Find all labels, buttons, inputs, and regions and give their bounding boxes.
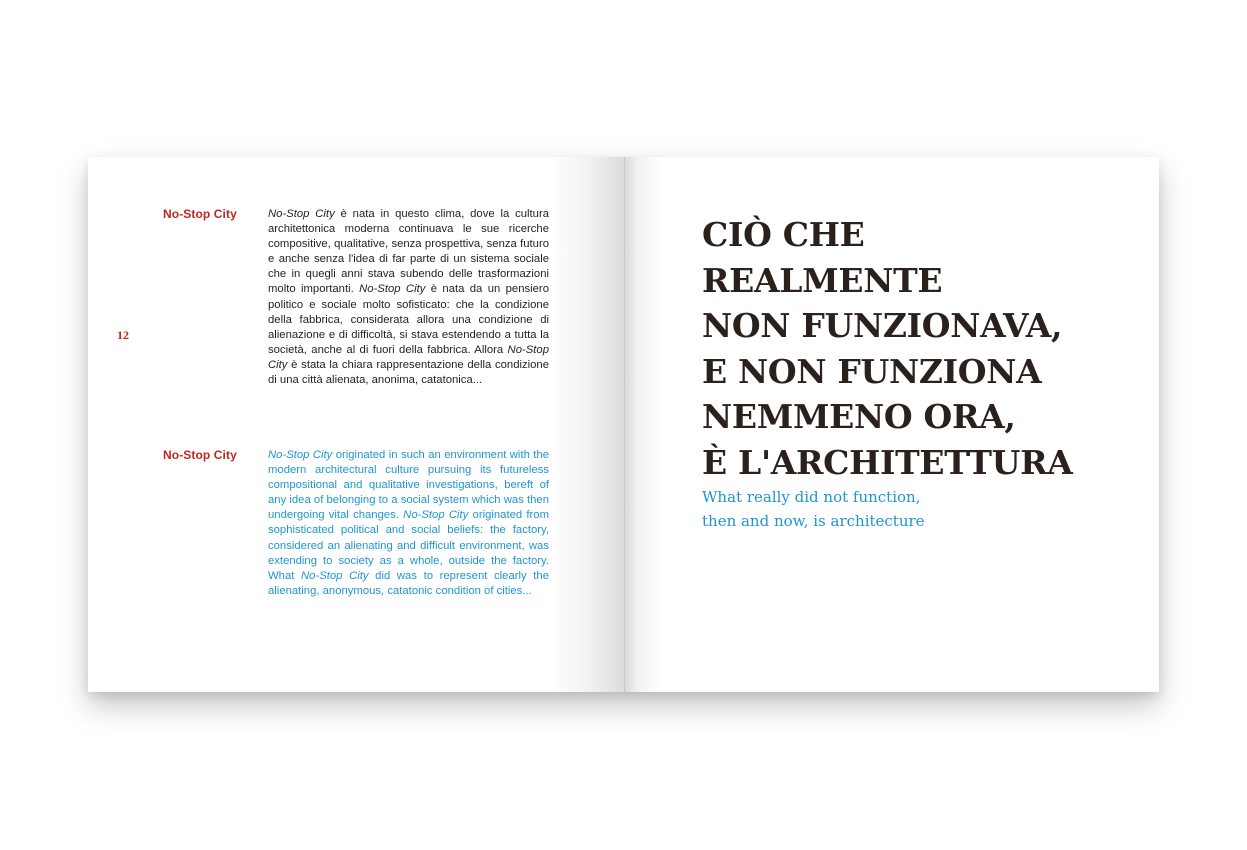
section-label-italian: No-Stop City bbox=[163, 207, 237, 221]
section-label-english: No-Stop City bbox=[163, 448, 237, 462]
subhead-line: then and now, is architecture bbox=[702, 512, 925, 530]
headline-line: E NON FUNZIONA bbox=[702, 351, 1042, 391]
headline-line: CIÒ CHE bbox=[702, 215, 865, 254]
italic-title-text: No-Stop City bbox=[403, 509, 469, 522]
english-subheading bbox=[702, 485, 925, 533]
headline-line: REALMENTE bbox=[702, 260, 943, 300]
subhead-line: What really did not function, bbox=[702, 488, 921, 506]
body-text-run: did was to represent clearly the alienating, anonymous, catatonic condition of cities... bbox=[268, 569, 549, 597]
right-page bbox=[624, 157, 1159, 692]
italic-title-text: No-Stop City bbox=[268, 343, 549, 371]
italic-title-text: No-Stop City bbox=[301, 569, 369, 582]
headline bbox=[702, 212, 1152, 485]
body-text-run: è nata da un pensiero politico e sociale molto sofisticato: che la condizione della fabbrica, considerata allora una condizione di alienazione e di difficoltà, si stava estendendo a tutta la società, anche al di fuori della fabbrica. Allora bbox=[268, 283, 549, 356]
english-body-text bbox=[268, 448, 549, 599]
italian-body-text bbox=[268, 207, 549, 388]
body-text-run: è nata in questo clima, dove la cultura architettonica moderna continuava le sue ricerche compositive, qualitative, senza prospettiva, senza futuro e anche senza l'idea di far parte di un sistema sociale che in quegli anni stava subendo delle trasformazioni molto importanti. bbox=[268, 208, 549, 296]
page-number: 12 bbox=[117, 328, 129, 342]
italic-title-text: No-Stop City bbox=[268, 449, 333, 461]
book-spread bbox=[88, 157, 1159, 692]
body-text-run: è stata la chiara rappresentazione della condizione di una città alienata, anonima, catatonica... bbox=[268, 358, 549, 387]
body-text-run: originated from sophisticated political and social beliefs: the factory, considered an alienating and difficult environment, was extending to society as a whole, outside the factory. What bbox=[268, 509, 549, 582]
headline-line: NEMMENO ORA, bbox=[702, 397, 1016, 436]
left-page bbox=[88, 157, 624, 692]
book-gutter bbox=[624, 157, 625, 692]
headline-line: NON FUNZIONAVA, bbox=[702, 306, 1063, 345]
body-text-run: originated in such an environment with the modern architectural culture pursuing its futureless compositional and qualitative investigations, bereft of any idea of belonging to a social system which was then undergoing vital changes. bbox=[268, 449, 549, 522]
headline-line: È L'ARCHITETTURA bbox=[702, 442, 1073, 482]
italic-title-text: No-Stop City bbox=[359, 283, 426, 296]
italic-title-text: No-Stop City bbox=[268, 208, 335, 220]
